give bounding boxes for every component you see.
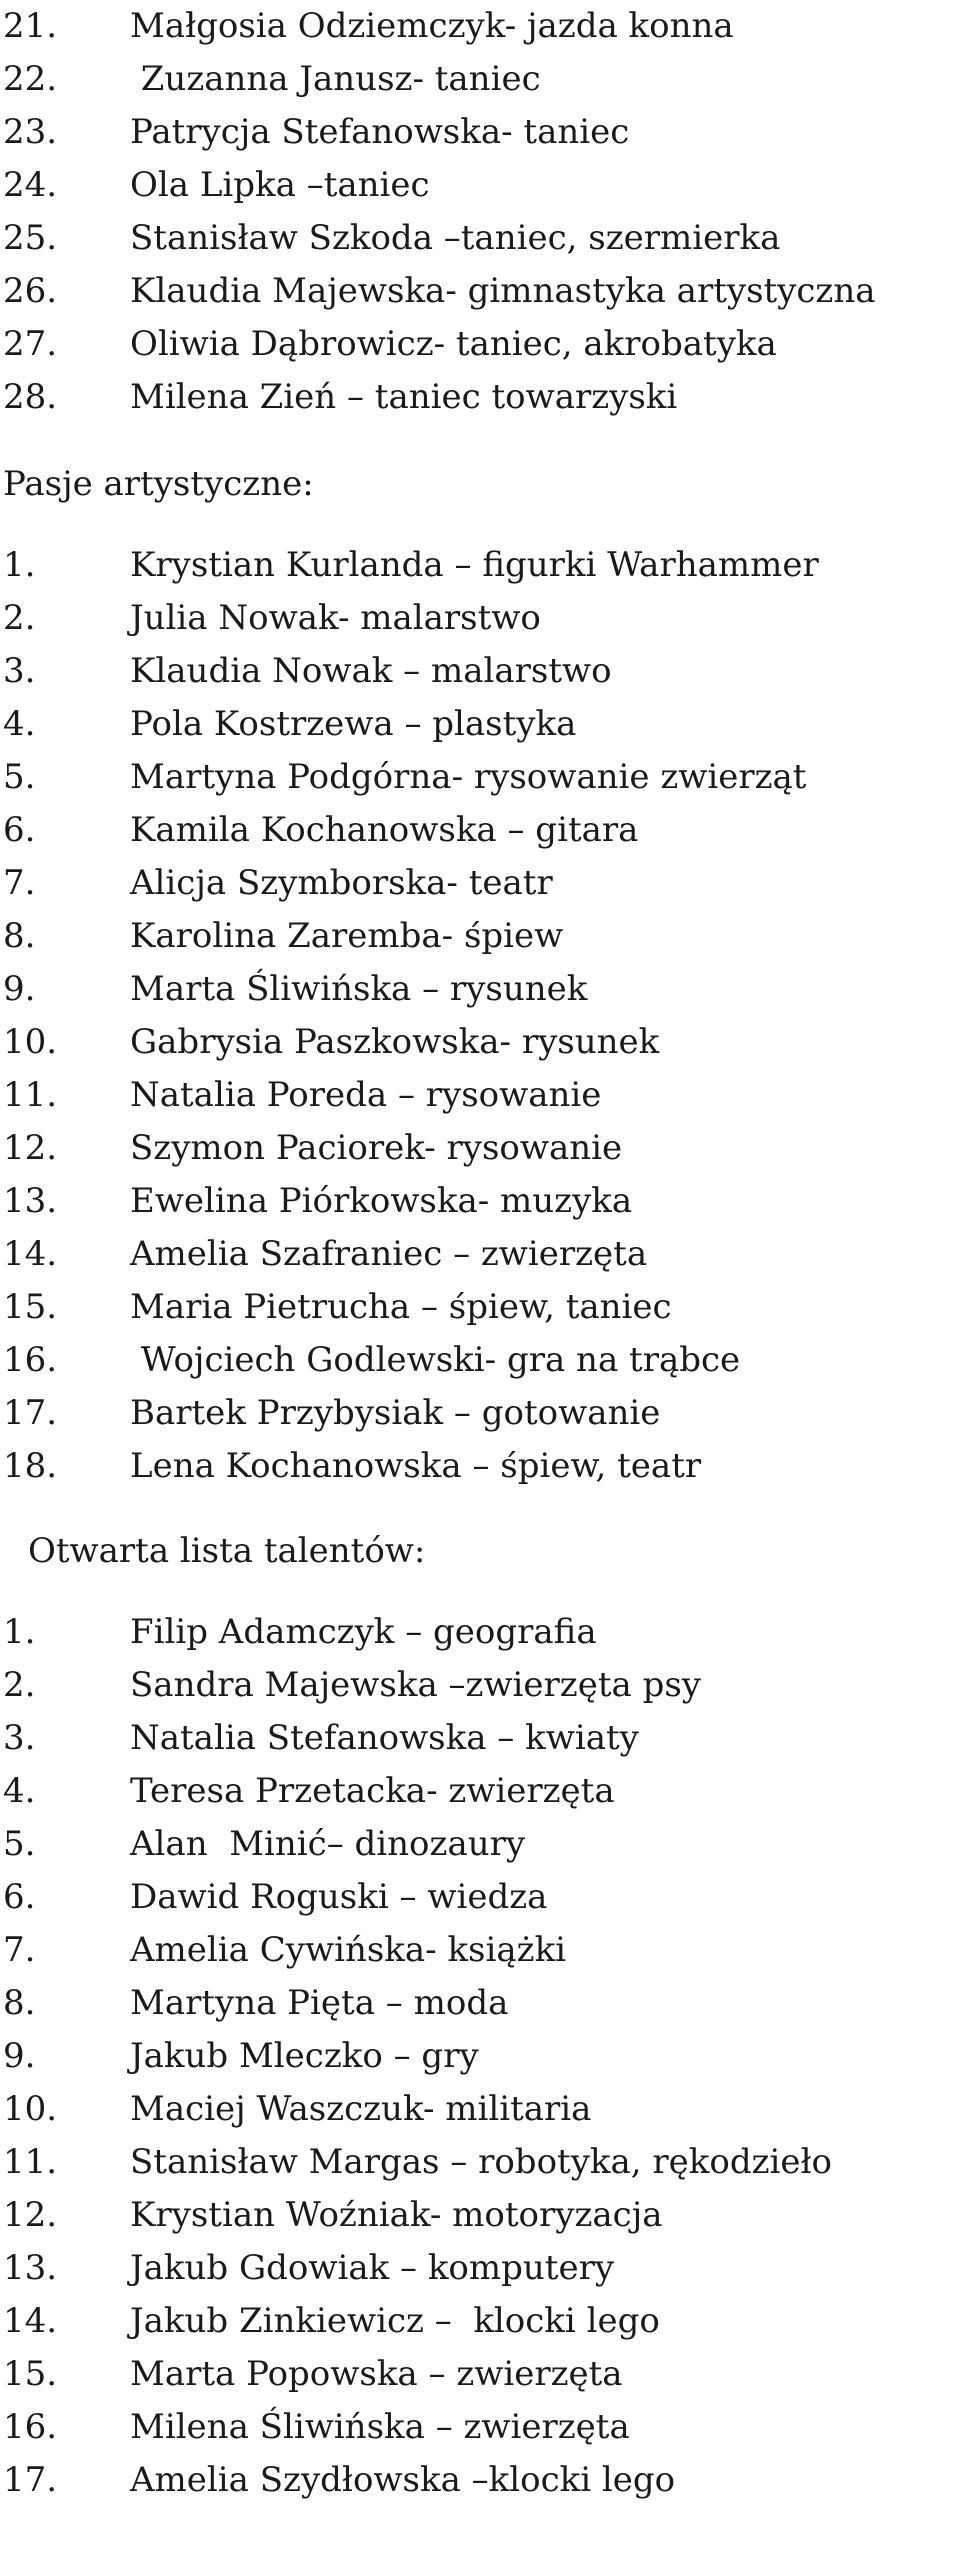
list-item <box>3 1069 960 1122</box>
list-item <box>3 1712 960 1765</box>
list-item-number: 4. <box>3 1771 36 1811</box>
list-item <box>3 159 960 212</box>
list-item-text: Krystian Woźniak- motoryzacja <box>130 2195 663 2235</box>
list-item-number: 15. <box>3 1287 58 1327</box>
list-item-number: 26. <box>3 271 58 311</box>
list-item-text: Amelia Szydłowska –klocki lego <box>130 2460 676 2500</box>
list-item <box>3 751 960 804</box>
list-item-number: 9. <box>3 969 36 1009</box>
list-item-text: Klaudia Majewska- gimnastyka artystyczna <box>130 271 876 311</box>
list-item-number: 12. <box>3 1128 58 1168</box>
list-item-text: Kamila Kochanowska – gitara <box>130 810 639 850</box>
list-item-text: Alicja Szymborska- teatr <box>130 863 553 903</box>
list-item-number: 1. <box>3 545 36 585</box>
list-item-text: Natalia Poreda – rysowanie <box>130 1075 602 1115</box>
list-item-text: Karolina Zaremba- śpiew <box>130 916 564 956</box>
list-item <box>3 2030 960 2083</box>
list-item-text: Filip Adamczyk – geografia <box>130 1612 597 1652</box>
list-item-number: 22. <box>3 59 58 99</box>
list-item-text: Jakub Zinkiewicz – klocki lego <box>130 2301 660 2341</box>
list-item-text: Marta Śliwińska – rysunek <box>130 969 588 1009</box>
list-item-number: 7. <box>3 1930 36 1970</box>
list-item-number: 16. <box>3 1340 58 1380</box>
list-item-text: Milena Zień – taniec towarzyski <box>130 377 678 417</box>
list-item-number: 13. <box>3 1181 58 1221</box>
list-item-text: Małgosia Odziemczyk- jazda konna <box>130 6 734 46</box>
list-item <box>3 265 960 318</box>
list-item <box>3 1818 960 1871</box>
list-item-text: Amelia Szafraniec – zwierzęta <box>130 1234 648 1274</box>
list-item-text: Zuzanna Janusz- taniec <box>130 59 541 99</box>
list-item <box>3 698 960 751</box>
spacer <box>3 511 960 539</box>
list-item-text: Klaudia Nowak – malarstwo <box>130 651 612 691</box>
list-item <box>3 539 960 592</box>
list-item <box>3 1281 960 1334</box>
list-item-text: Pola Kostrzewa – plastyka <box>130 704 577 744</box>
list-item <box>3 1440 960 1493</box>
spacer <box>3 1578 960 1606</box>
list-item-number: 10. <box>3 1022 58 1062</box>
list-item-text: Amelia Cywińska- książki <box>130 1930 567 1970</box>
heading-artistic-passions: Pasje artystyczne: <box>3 464 314 504</box>
list-item-text: Jakub Mleczko – gry <box>130 2036 479 2076</box>
list-item-text: Maria Pietrucha – śpiew, taniec <box>130 1287 672 1327</box>
list-item-number: 5. <box>3 1824 36 1864</box>
list-item-text: Patrycja Stefanowska- taniec <box>130 112 630 152</box>
list-item-number: 11. <box>3 1075 58 1115</box>
list-artistic <box>3 539 960 1493</box>
list-item-text: Martyna Pięta – moda <box>130 1983 509 2023</box>
heading-open-talent-list: Otwarta lista talentów: <box>28 1531 426 1571</box>
list-item-number: 25. <box>3 218 58 258</box>
list-item-text: Alan Minić– dinozaury <box>130 1824 526 1864</box>
list-item <box>3 592 960 645</box>
list-item-text: Jakub Gdowiak – komputery <box>130 2248 615 2288</box>
list-item <box>3 2083 960 2136</box>
list-item-number: 10. <box>3 2089 58 2129</box>
list-item-number: 6. <box>3 810 36 850</box>
list-item-number: 8. <box>3 1983 36 2023</box>
list-item <box>3 804 960 857</box>
list-item-text: Ola Lipka –taniec <box>130 165 430 205</box>
list-item <box>3 2189 960 2242</box>
list-item-text: Julia Nowak- malarstwo <box>130 598 541 638</box>
list-item <box>3 645 960 698</box>
list-item <box>3 106 960 159</box>
list-item-text: Milena Śliwińska – zwierzęta <box>130 2407 630 2447</box>
list-item-number: 28. <box>3 377 58 417</box>
list-item-text: Wojciech Godlewski- gra na trąbce <box>130 1340 741 1380</box>
list-item-text: Oliwia Dąbrowicz- taniec, akrobatyka <box>130 324 777 364</box>
list-item <box>3 0 960 53</box>
list-item <box>3 1228 960 1281</box>
list-item-text: Sandra Majewska –zwierzęta psy <box>130 1665 701 1705</box>
list-item-text: Ewelina Piórkowska- muzyka <box>130 1181 633 1221</box>
list-item-text: Dawid Roguski – wiedza <box>130 1877 548 1917</box>
list-item <box>3 212 960 265</box>
list-item <box>3 1334 960 1387</box>
list-item <box>3 1606 960 1659</box>
list-item <box>3 1016 960 1069</box>
list-item-text: Lena Kochanowska – śpiew, teatr <box>130 1446 702 1486</box>
list-sport <box>3 0 960 424</box>
list-item <box>3 2401 960 2454</box>
list-item-number: 5. <box>3 757 36 797</box>
list-item-text: Maciej Waszczuk- militaria <box>130 2089 592 2129</box>
list-item-text: Stanisław Szkoda –taniec, szermierka <box>130 218 781 258</box>
list-item-number: 14. <box>3 1234 58 1274</box>
list-item-text: Stanisław Margas – robotyka, rękodzieło <box>130 2142 833 2182</box>
list-item-text: Szymon Paciorek- rysowanie <box>130 1128 623 1168</box>
list-item-number: 7. <box>3 863 36 903</box>
list-item <box>3 2242 960 2295</box>
list-item-text: Natalia Stefanowska – kwiaty <box>130 1718 639 1758</box>
list-item-number: 3. <box>3 651 36 691</box>
list-item <box>3 1659 960 1712</box>
list-item <box>3 2454 960 2507</box>
list-item <box>3 1387 960 1440</box>
list-item <box>3 1977 960 2030</box>
spacer <box>3 1493 960 1525</box>
list-item <box>3 910 960 963</box>
list-item-number: 1. <box>3 1612 36 1652</box>
list-item-number: 2. <box>3 598 36 638</box>
list-item-number: 23. <box>3 112 58 152</box>
list-item <box>3 371 960 424</box>
list-item-number: 13. <box>3 2248 58 2288</box>
list-item-number: 11. <box>3 2142 58 2182</box>
list-item-text: Teresa Przetacka- zwierzęta <box>130 1771 615 1811</box>
list-item-number: 3. <box>3 1718 36 1758</box>
list-item <box>3 963 960 1016</box>
list-item <box>3 53 960 106</box>
list-item <box>3 2136 960 2189</box>
list-item-number: 8. <box>3 916 36 956</box>
list-item <box>3 1871 960 1924</box>
list-item <box>3 1765 960 1818</box>
list-item-number: 17. <box>3 2460 58 2500</box>
list-item-number: 15. <box>3 2354 58 2394</box>
list-item-number: 14. <box>3 2301 58 2341</box>
list-item-number: 24. <box>3 165 58 205</box>
list-open-talents <box>3 1606 960 2507</box>
list-item-number: 17. <box>3 1393 58 1433</box>
list-item-number: 27. <box>3 324 58 364</box>
list-item-text: Martyna Podgórna- rysowanie zwierząt <box>130 757 807 797</box>
list-item-text: Gabrysia Paszkowska- rysunek <box>130 1022 660 1062</box>
list-item-text: Marta Popowska – zwierzęta <box>130 2354 623 2394</box>
list-item-number: 21. <box>3 6 58 46</box>
spacer <box>3 424 960 458</box>
list-item-number: 18. <box>3 1446 58 1486</box>
list-item <box>3 2295 960 2348</box>
list-item-number: 4. <box>3 704 36 744</box>
list-item <box>3 1122 960 1175</box>
list-item-text: Krystian Kurlanda – figurki Warhammer <box>130 545 819 585</box>
list-item <box>3 857 960 910</box>
list-item <box>3 2348 960 2401</box>
list-item <box>3 1924 960 1977</box>
list-item-number: 16. <box>3 2407 58 2447</box>
list-item-number: 9. <box>3 2036 36 2076</box>
list-item <box>3 318 960 371</box>
list-item-text: Bartek Przybysiak – gotowanie <box>130 1393 661 1433</box>
list-item-number: 12. <box>3 2195 58 2235</box>
list-item-number: 6. <box>3 1877 36 1917</box>
list-item-number: 2. <box>3 1665 36 1705</box>
list-item <box>3 1175 960 1228</box>
